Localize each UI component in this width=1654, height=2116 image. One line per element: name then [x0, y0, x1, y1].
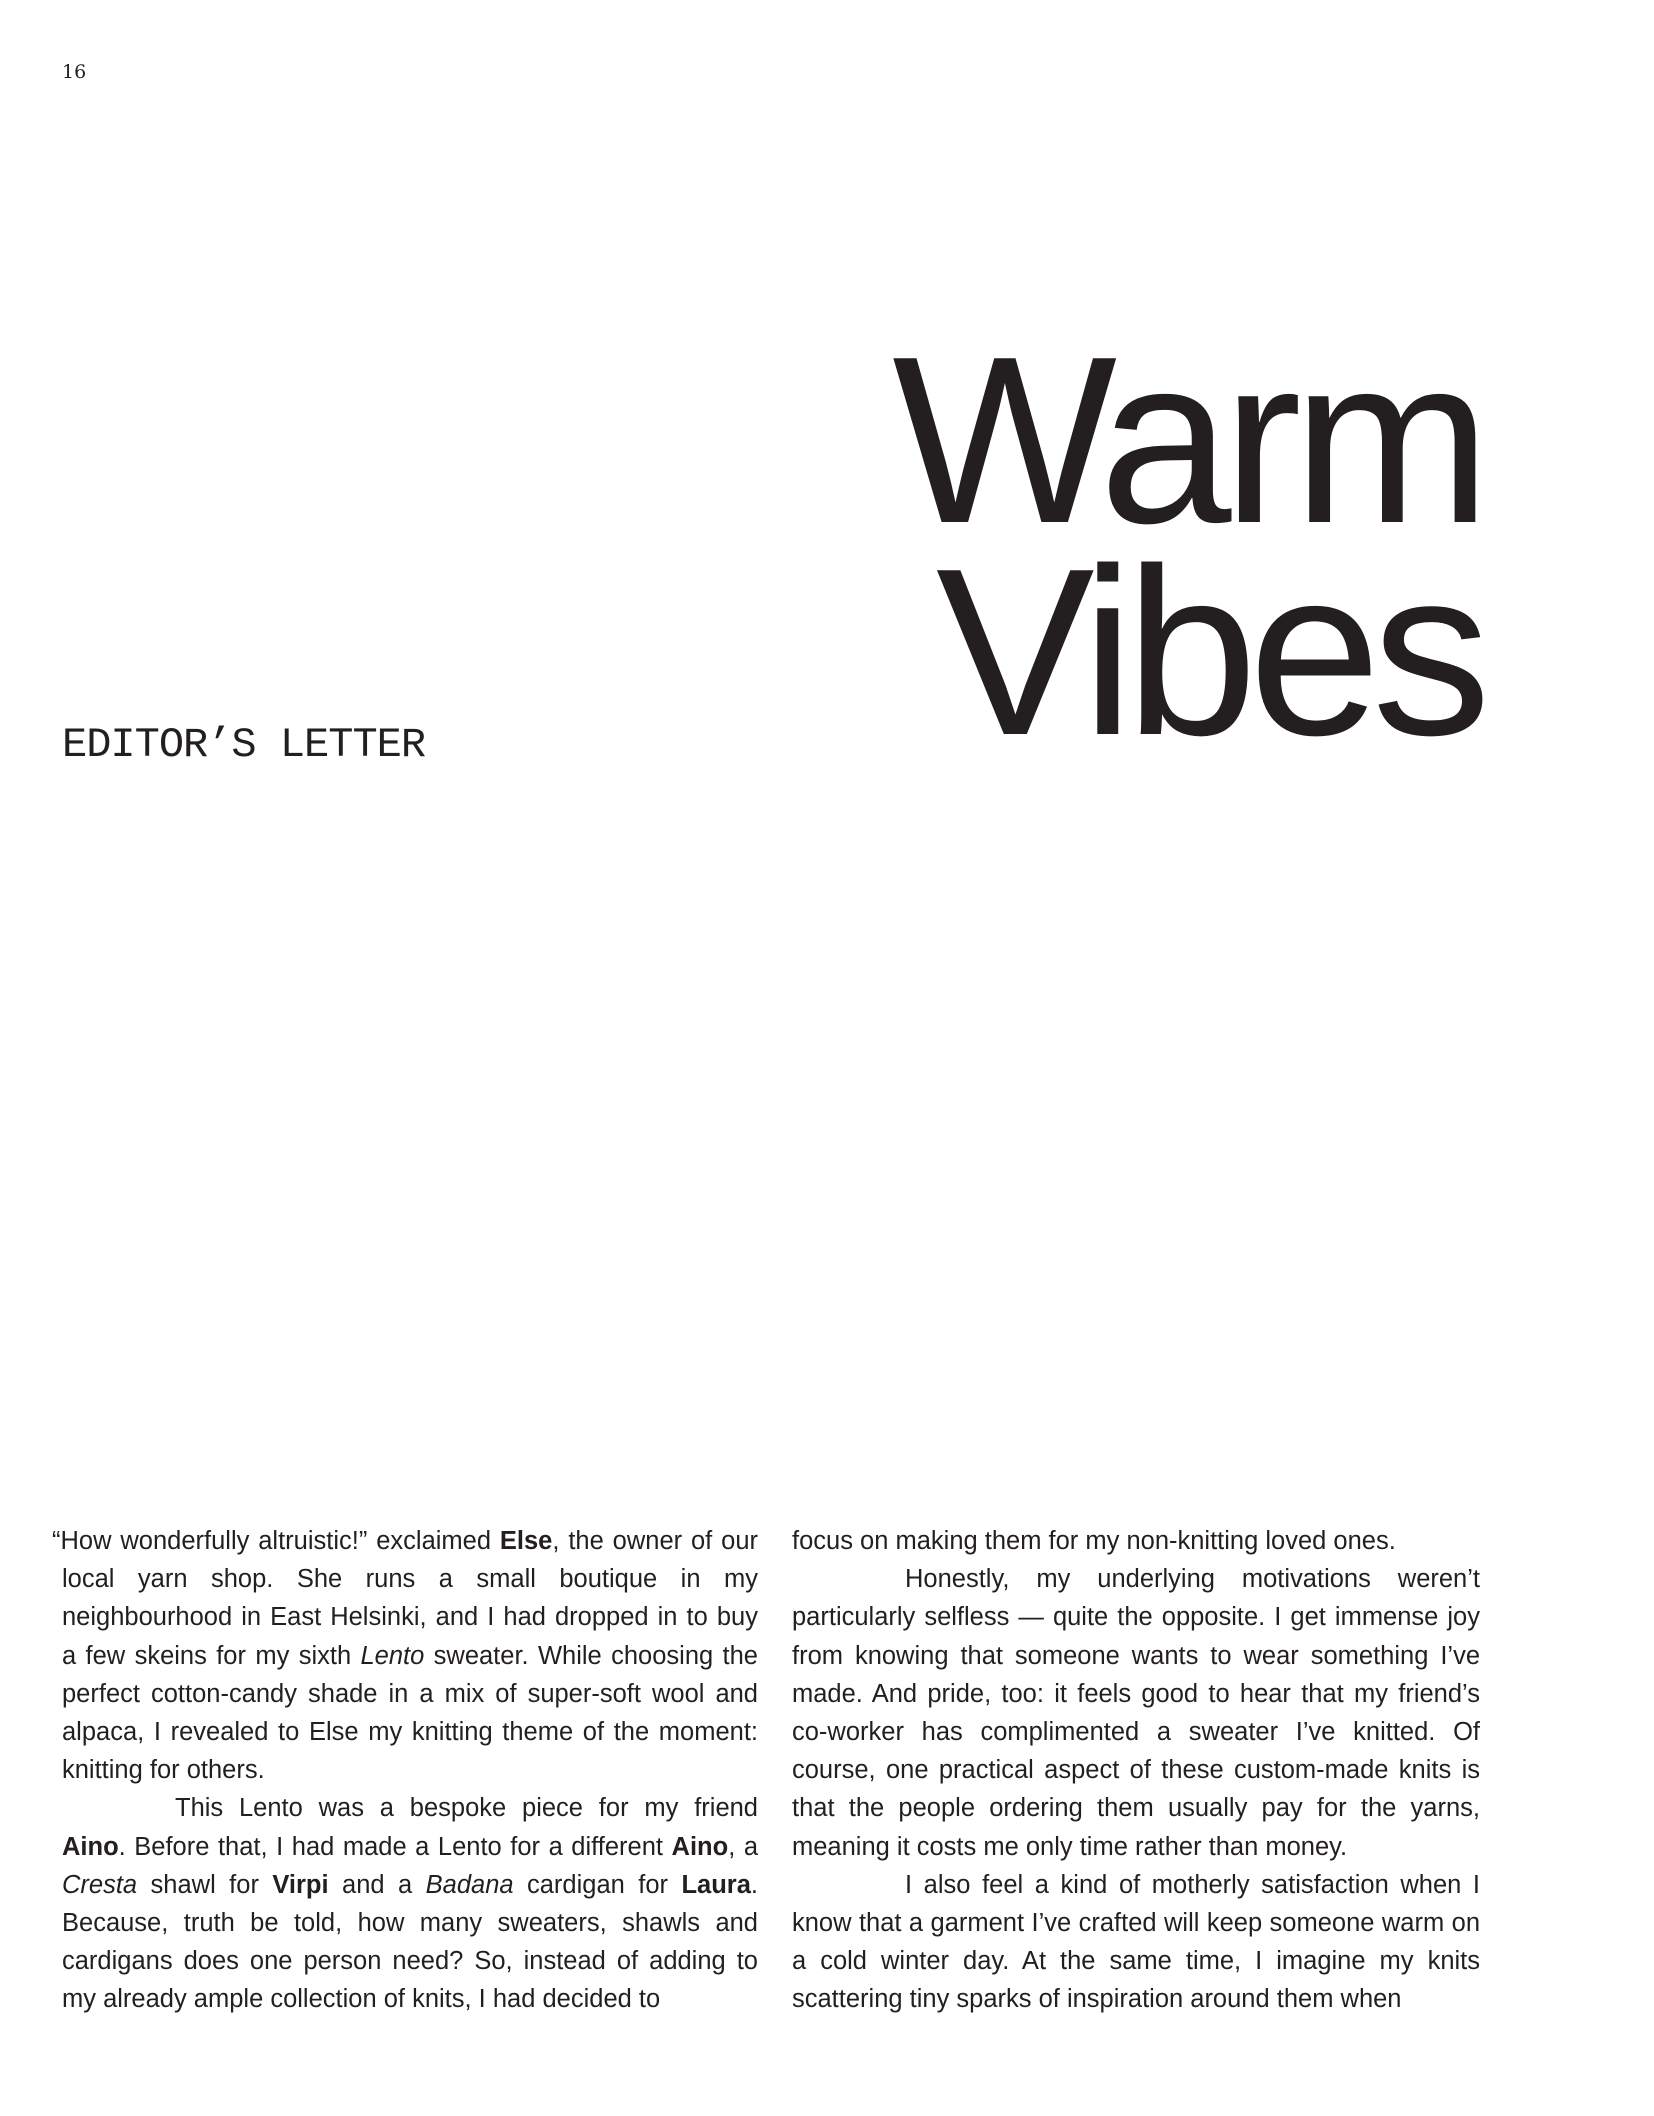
article-column-right: [792, 1522, 1480, 2019]
person-name: Virpi: [272, 1870, 329, 1899]
pattern-name: Lento: [360, 1641, 425, 1670]
text-run: cardigan for: [513, 1870, 682, 1899]
article-paragraph: I also feel a kind of motherly satisfaction when I know that a garment I’ve crafted will keep someone warm on a cold winter day. At the same time, I imagine my knits scattering tiny sparks of inspiration around them when: [792, 1870, 1480, 2014]
article-paragraph: [52, 1522, 758, 1789]
text-run: This Lento was a bespoke piece for my friend: [175, 1794, 758, 1823]
pattern-name: Badana: [425, 1870, 514, 1899]
person-name: Aino: [671, 1832, 729, 1861]
article-paragraph: [62, 1789, 758, 2018]
article-column-left: [52, 1522, 758, 2019]
person-name: Aino: [62, 1832, 119, 1861]
text-run: . Before that, I had made a Lento for a different: [118, 1832, 672, 1861]
page-number: 16: [62, 61, 87, 83]
section-label: EDITOR’S LETTER: [62, 721, 426, 769]
text-run: and a: [328, 1870, 426, 1899]
page-title: [892, 308, 1482, 785]
pattern-name: Cresta: [62, 1870, 138, 1899]
text-run: . Because, truth be told, how many sweaters, shawls and cardigans does one person need? So, instead of adding to my already ample collection of knits, I had decided to: [62, 1870, 758, 2014]
person-name: Else: [499, 1527, 553, 1555]
person-name: Laura: [681, 1870, 751, 1899]
title-line-1: Warm: [892, 308, 1482, 573]
text-run: “How wonderfully altruistic!” exclaimed: [52, 1527, 500, 1555]
text-run: , a: [728, 1832, 758, 1861]
text-run: shawl for: [137, 1870, 273, 1899]
article-paragraph: Honestly, my underlying motivations weren’t particularly selfless — quite the opposite. I get immense joy from knowing that someone wants to wear something I’ve made. And pride, too: it feels good to hear that my friend’s co-worker has complimented a sweater I’ve knitted. Of course, one practical aspect of these custom-made knits is that the people ordering them usually pay for the yarns, meaning it costs me only time rather than money.: [792, 1565, 1480, 1861]
text-run: , the owner of our local yarn shop. She runs a small boutique in my neighbourhood in East Helsinki, and I had dropped in to buy a few skeins for my sixth: [62, 1527, 758, 1670]
text-run: sweater. While choosing the perfect cotton-candy shade in a mix of super-soft wool and alpaca, I revealed to Else my knitting theme of the moment: knitting for others.: [62, 1641, 758, 1785]
article-paragraph: focus on making them for my non-knitting loved ones.: [792, 1527, 1396, 1555]
title-line-2: Vibes: [935, 520, 1482, 785]
